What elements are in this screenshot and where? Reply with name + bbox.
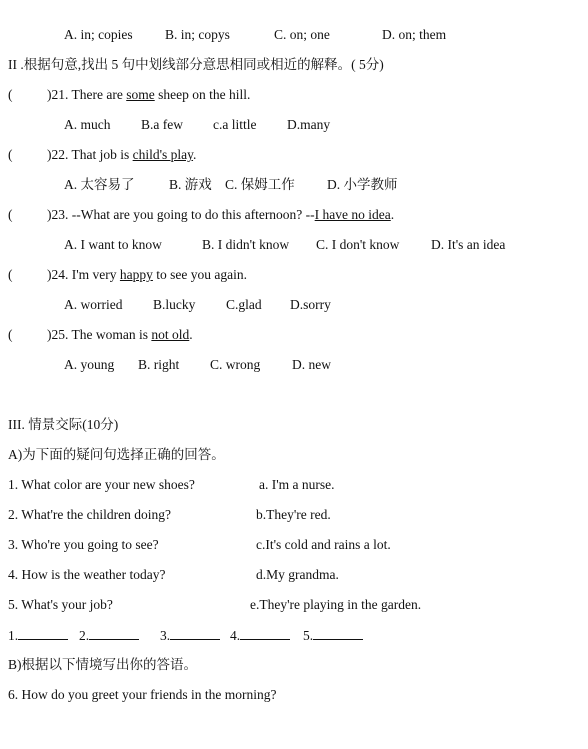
question-22: )22. That job is child's play. — [47, 147, 197, 162]
answer-paren-24: ( — [8, 267, 13, 282]
underlined-phrase: not old — [151, 327, 190, 342]
q23-option-d: D. It's an idea — [431, 237, 506, 252]
q22-option-a: A. 太容易了 — [64, 177, 135, 192]
matching-answer-b: b.They're red. — [256, 507, 331, 522]
option-a: A. in; copies — [64, 27, 133, 42]
section-3-heading: III. 情景交际(10分) — [8, 417, 119, 432]
question-21: )21. There are some sheep on the hill. — [47, 87, 251, 102]
q24-option-c: C.glad — [226, 297, 262, 312]
underlined-phrase: child's play — [132, 147, 194, 162]
part-a-instruction: A)为下面的疑问句选择正确的回答。 — [8, 447, 225, 462]
matching-question-2: 2. What're the children doing? — [8, 507, 172, 522]
q23-option-b: B. I didn't know — [202, 237, 290, 252]
q23-option-a: A. I want to know — [64, 237, 162, 252]
answer-label: 4. — [230, 628, 241, 643]
question-24: )24. I'm very happy to see you again. — [47, 267, 248, 282]
section-2-heading: II .根据句意,找出 5 句中划线部分意思相同或相近的解释。( 5分) — [8, 57, 384, 72]
q22-option-c: C. 保姆工作 — [225, 177, 295, 192]
q21-option-c: c.a little — [213, 117, 257, 132]
underlined-phrase: happy — [119, 267, 153, 282]
option-b: B. in; copys — [165, 27, 230, 42]
answer-paren-21: ( — [8, 87, 13, 102]
q24-option-b: B.lucky — [153, 297, 196, 312]
q25-option-a: A. young — [64, 357, 115, 372]
option-d: D. on; them — [382, 27, 447, 42]
part-b-instruction: B)根据以下情境写出你的答语。 — [8, 657, 197, 672]
matching-answer-c: c.It's cold and rains a lot. — [256, 537, 391, 552]
underlined-phrase: some — [126, 87, 155, 102]
underlined-phrase: I have no idea — [314, 207, 391, 222]
answer-blank-1[interactable] — [8, 627, 68, 644]
matching-answer-a: a. I'm a nurse. — [259, 477, 335, 492]
q25-option-d: D. new — [292, 357, 331, 372]
q25-option-b: B. right — [138, 357, 180, 372]
option-c: C. on; one — [274, 27, 330, 42]
matching-answer-e: e.They're playing in the garden. — [250, 597, 422, 612]
question-23: )23. --What are you going to do this afternoon? --I have no idea. — [47, 207, 395, 222]
q25-option-c: C. wrong — [210, 357, 261, 372]
q22-option-d: D. 小学教师 — [327, 177, 398, 192]
answer-blank-2[interactable] — [79, 627, 139, 644]
q22-option-b: B. 游戏 — [169, 177, 212, 192]
question-6: 6. How do you greet your friends in the morning? — [8, 687, 277, 702]
matching-question-4: 4. How is the weather today? — [8, 567, 166, 582]
q24-option-d: D.sorry — [290, 297, 331, 312]
answer-blank-3[interactable] — [160, 627, 220, 644]
answer-paren-25: ( — [8, 327, 13, 342]
answer-blank-4[interactable] — [230, 627, 290, 644]
question-25: )25. The woman is not old. — [47, 327, 193, 342]
answer-label: 5. — [303, 628, 314, 643]
matching-answer-d: d.My grandma. — [256, 567, 339, 582]
answer-blank-5[interactable] — [303, 627, 363, 644]
q21-option-d: D.many — [287, 117, 331, 132]
answer-paren-22: ( — [8, 147, 13, 162]
q21-option-b: B.a few — [141, 117, 183, 132]
matching-question-1: 1. What color are your new shoes? — [8, 477, 195, 492]
q21-option-a: A. much — [64, 117, 111, 132]
answer-paren-23: ( — [8, 207, 13, 222]
answer-label: 3. — [160, 628, 171, 643]
q24-option-a: A. worried — [64, 297, 123, 312]
q23-option-c: C. I don't know — [316, 237, 400, 252]
matching-question-3: 3. Who're you going to see? — [8, 537, 159, 552]
matching-question-5: 5. What's your job? — [8, 597, 113, 612]
answer-label: 1. — [8, 628, 19, 643]
answer-label: 2. — [79, 628, 90, 643]
